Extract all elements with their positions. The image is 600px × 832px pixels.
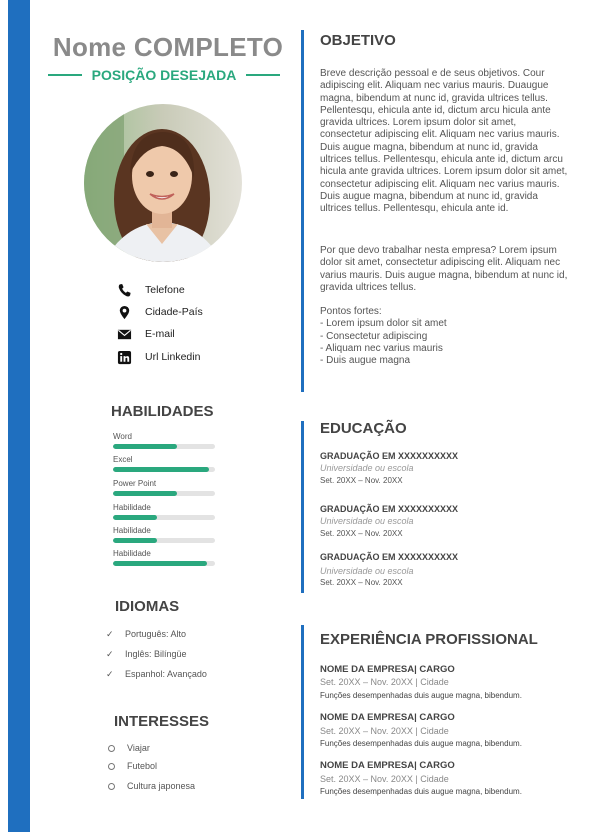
skill-fill [113, 467, 209, 472]
contact-phone-label: Telefone [145, 284, 185, 296]
skill-item [113, 479, 215, 496]
language-item [106, 647, 187, 661]
strength-item: - Duis augue magna [320, 355, 411, 367]
interest-label: Futebol [127, 761, 158, 771]
position-rule-right [246, 74, 280, 76]
strength-item: - Aliquam nec varius mauris [320, 342, 443, 354]
linkedin-icon [117, 350, 132, 365]
skill-label: Power Point [113, 479, 157, 488]
interests-title: INTERESSES [114, 713, 210, 730]
interest-item [108, 741, 150, 755]
contact-phone [117, 281, 185, 299]
bullet-icon [108, 745, 115, 752]
language-item [106, 627, 186, 641]
location-pin-icon [117, 305, 132, 320]
skill-track [113, 491, 215, 496]
skill-track [113, 561, 215, 566]
objective-title: OBJETIVO [320, 32, 396, 49]
skill-fill [113, 561, 207, 566]
skill-fill [113, 538, 157, 543]
education-title: EDUCAÇÃO [320, 420, 407, 437]
experience-dates: Set. 20XX – Nov. 20XX | Cidade [320, 774, 449, 784]
skill-item [113, 503, 215, 520]
education-school: Universidade ou escola [320, 463, 414, 473]
skill-item [113, 549, 215, 566]
skill-item [113, 526, 215, 543]
check-icon: ✓ [106, 668, 114, 679]
experience-company: NOME DA EMPRESA| CARGO [320, 664, 455, 675]
contact-email [117, 325, 175, 343]
skill-fill [113, 444, 177, 449]
skills-title: HABILIDADES [111, 403, 214, 420]
education-school: Universidade ou escola [320, 566, 414, 576]
position-rule-left [48, 74, 82, 76]
strength-item: - Consectetur adipiscing [320, 330, 428, 342]
objective-why-paragraph: Por que devo trabalhar nesta empresa? Lorem ipsum dolor sit amet, consectetur adipiscing elit. Aliquam nec varius mauris. Duis augue magna, bibendum at nunc id, gravida ultrices tellus. [320, 245, 568, 293]
contact-linkedin [117, 348, 200, 366]
contact-location [117, 303, 203, 321]
language-label: Inglês: Bilíngüe [125, 649, 187, 659]
skill-track [113, 515, 215, 520]
skill-label: Habilidade [113, 526, 151, 535]
experience-description: Funções desempenhadas duis augue magna, bibendum. [320, 691, 522, 700]
skill-track [113, 467, 215, 472]
check-icon: ✓ [106, 628, 114, 639]
education-rule [301, 421, 304, 593]
experience-description: Funções desempenhadas duis augue magna, bibendum. [320, 787, 522, 796]
language-label: Português: Alto [125, 629, 187, 639]
profile-photo [84, 104, 242, 262]
strengths-title: Pontos fortes: [320, 306, 382, 317]
experience-company: NOME DA EMPRESA| CARGO [320, 760, 455, 771]
education-dates: Set. 20XX – Nov. 20XX [320, 578, 403, 587]
interest-item [108, 759, 157, 773]
contact-linkedin-label: Url Linkedin [145, 351, 201, 363]
skill-label: Habilidade [113, 549, 151, 558]
education-degree: GRADUAÇÃO EM XXXXXXXXXX [320, 504, 459, 514]
skill-track [113, 538, 215, 543]
mail-icon [117, 327, 132, 342]
position-row [48, 66, 280, 84]
experience-dates: Set. 20XX – Nov. 20XX | Cidade [320, 726, 449, 736]
language-label: Espanhol: Avançado [125, 669, 207, 679]
skill-label: Word [113, 432, 132, 441]
skill-label: Habilidade [113, 503, 151, 512]
education-dates: Set. 20XX – Nov. 20XX [320, 529, 403, 538]
experience-rule [301, 625, 304, 799]
left-accent-bar [8, 0, 30, 832]
languages-title: IDIOMAS [115, 598, 180, 615]
desired-position: POSIÇÃO DESEJADA [91, 67, 237, 83]
skill-item [113, 432, 215, 449]
education-degree: GRADUAÇÃO EM XXXXXXXXXX [320, 451, 459, 461]
interest-label: Cultura japonesa [127, 781, 196, 791]
education-school: Universidade ou escola [320, 516, 414, 526]
bullet-icon [108, 763, 115, 770]
education-dates: Set. 20XX – Nov. 20XX [320, 476, 403, 485]
strengths-block [320, 306, 570, 367]
interest-item [108, 779, 195, 793]
strength-item: - Lorem ipsum dolor sit amet [320, 318, 447, 330]
experience-title: EXPERIÊNCIA PROFISSIONAL [320, 631, 538, 648]
objective-rule [301, 30, 304, 392]
contact-email-label: E-mail [145, 328, 175, 340]
objective-paragraph: Breve descrição pessoal e de seus objetivos. Cour adipiscing elit. Aliquam nec varius mauris. Duaugue magna, bibendum at nunc id, gravida ultrices tellus. Pellentesqu, ehicula ante id, dictum arcu hicula ante gravida ultrices. Lorem ipsum dolor sit amet, consectetur adipiscing elit. Aliquam nec varius mauris. Duis augue magna, bibendum at nunc id, gravida ultrices tellus. Pellentesqu, ehicula ante id, dictum arcu hicula ante gravida ultrices. Lorem ipsum dolor sit amet, consectetur adipiscing elit. Aliquam nec varius mauris. Duis augue magna, bibendum at nunc id, gravida ultrices tellus. Pellentesqu, ehicula ante id. [320, 68, 568, 215]
skill-track [113, 444, 215, 449]
bullet-icon [108, 783, 115, 790]
interest-label: Viajar [127, 743, 150, 753]
phone-icon [117, 283, 132, 298]
skill-fill [113, 515, 157, 520]
experience-dates: Set. 20XX – Nov. 20XX | Cidade [320, 677, 449, 687]
skill-label: Excel [113, 455, 133, 464]
full-name: Nome COMPLETO [52, 32, 284, 62]
skill-item [113, 455, 215, 472]
check-icon: ✓ [106, 648, 114, 659]
language-item [106, 667, 207, 681]
skill-fill [113, 491, 177, 496]
experience-description: Funções desempenhadas duis augue magna, bibendum. [320, 739, 522, 748]
contact-location-label: Cidade-País [145, 306, 203, 318]
experience-company: NOME DA EMPRESA| CARGO [320, 712, 455, 723]
education-degree: GRADUAÇÃO EM XXXXXXXXXX [320, 552, 459, 562]
